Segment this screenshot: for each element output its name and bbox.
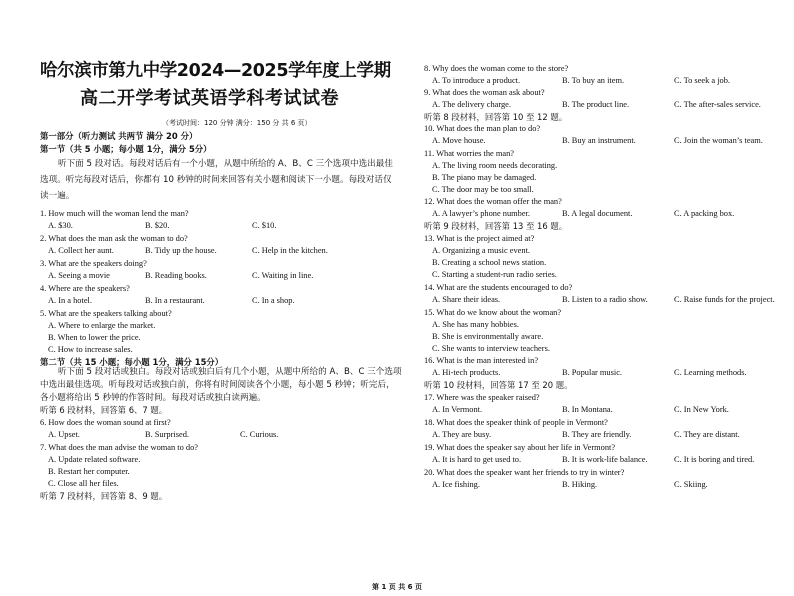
option-b: B. The product line.	[562, 100, 630, 109]
option-a: A. The delivery charge.	[432, 100, 511, 109]
option-b: B. Listen to a radio show.	[562, 295, 648, 304]
material-note: 听第 10 段材料，回答第 17 至 20 题。	[424, 380, 573, 390]
question-stem: 9. What does the woman ask about?	[424, 88, 545, 97]
option-c: C. Help in the kitchen.	[252, 246, 328, 255]
exam-meta: （考试时间：120 分钟 满分：150 分 共 6 页）	[162, 119, 312, 127]
question-stem: 10. What does the man plan to do?	[424, 124, 541, 133]
option-a: A. Collect her aunt.	[48, 246, 114, 255]
material-note: 听第 9 段材料，回答第 13 至 16 题。	[424, 221, 568, 231]
option-c: C. Learning methods.	[674, 368, 747, 377]
option-b: B. To buy an item.	[562, 76, 625, 85]
option-c: C. A packing box.	[674, 209, 735, 218]
option-b: B. Buy an instrument.	[562, 136, 636, 145]
option-b: B. In Montana.	[562, 405, 613, 414]
exam-title-line2: 高二开学考试英语学科考试试卷	[80, 88, 339, 109]
option-b: B. Restart her computer.	[48, 467, 130, 476]
option-a: A. In Vermont.	[432, 405, 483, 414]
option-a: A. To introduce a product.	[432, 76, 521, 85]
option-c: C. The door may be too small.	[432, 185, 534, 194]
option-c: C. Close all her files.	[48, 479, 119, 488]
option-a: A. They are busy.	[432, 430, 492, 439]
option-b: B. Tidy up the house.	[145, 246, 217, 255]
option-c: C. How to increase sales.	[48, 345, 133, 354]
option-a: A. Upset.	[48, 430, 80, 439]
option-a: A. $30.	[48, 221, 73, 230]
section1-heading: 第一节（共 5 小题；每小题 1分，满分 5分）	[40, 144, 212, 154]
exam-title-line1: 哈尔滨市第九中学2024—2025学年度上学期	[40, 61, 391, 81]
material-note: 听第 8 段材料，回答第 10 至 12 题。	[424, 112, 568, 122]
question-stem: 4. Where are the speakers?	[40, 284, 130, 293]
material-note: 听第 7 段材料，回答第 8、9 题。	[40, 491, 168, 501]
option-b: B. They are friendly.	[562, 430, 632, 439]
option-c: C. They are distant.	[674, 430, 740, 439]
question-stem: 11. What worries the man?	[424, 149, 515, 158]
option-c: C. She wants to interview teachers.	[432, 344, 550, 353]
question-stem: 7. What does the man advise the woman to do?	[40, 443, 199, 452]
option-a: A. Where to enlarge the market.	[48, 321, 156, 330]
option-a: A. Update related software.	[48, 455, 141, 464]
option-b: B. Reading books.	[145, 271, 207, 280]
option-a: A. She has many hobbies.	[432, 320, 519, 329]
option-c: C. The after-sales service.	[674, 100, 761, 109]
question-stem: 12. What does the woman offer the man?	[424, 197, 562, 206]
question-stem: 17. Where was the speaker raised?	[424, 393, 540, 402]
question-stem: 5. What are the speakers talking about?	[40, 309, 172, 318]
option-c: C. To seek a job.	[674, 76, 731, 85]
part1-heading: 第一部分（听力测试 共两节 满分 20 分）	[40, 131, 198, 141]
option-b: B. Hiking.	[562, 480, 598, 489]
question-stem: 13. What is the project aimed at?	[424, 234, 535, 243]
option-a: A. Seeing a movie	[48, 271, 110, 280]
option-c: C. $10.	[252, 221, 277, 230]
option-a: A. A lawyer’s phone number.	[432, 209, 531, 218]
option-b: B. A legal document.	[562, 209, 633, 218]
option-a: A. It is hard to get used to.	[432, 455, 522, 464]
option-a: A. Hi-tech products.	[432, 368, 501, 377]
question-stem: 20. What does the speaker want her friends to try in winter?	[424, 468, 625, 477]
option-b: B. The piano may be damaged.	[432, 173, 537, 182]
option-c: C. It is boring and tired.	[674, 455, 755, 464]
option-c: C. In New York.	[674, 405, 729, 414]
page-footer: 第 1 页 共 6 页	[372, 583, 422, 591]
question-stem: 19. What does the speaker say about her life in Vermont?	[424, 443, 616, 452]
option-c: C. Curious.	[240, 430, 279, 439]
option-b: B. When to lower the price.	[48, 333, 141, 342]
option-c: C. Waiting in line.	[252, 271, 314, 280]
option-b: B. It is work-life balance.	[562, 455, 648, 464]
option-c: C. In a shop.	[252, 296, 295, 305]
question-stem: 8. Why does the woman come to the store?	[424, 64, 569, 73]
option-c: C. Raise funds for the project.	[674, 295, 775, 304]
section2-heading: 第二节（共 15 小题；每小题 1分，满分 15分）	[40, 357, 224, 367]
option-a: A. Ice fishing.	[432, 480, 480, 489]
question-stem: 2. What does the man ask the woman to do?	[40, 234, 188, 243]
question-stem: 14. What are the students encouraged to do?	[424, 283, 573, 292]
section2-instructions: 听下面 5 段对话或独白。每段对话或独白后有几个小题，从题中所给的 A、B、C 三个选项中选出最佳选项。听每段对话或独白前，你将有时间阅读各个小题，每小题 5 秒钟；听完后，各小题将给出 5 秒钟的作答时间。每段对话或独白读两遍。	[40, 367, 402, 403]
option-b: B. $20.	[145, 221, 170, 230]
question-stem: 16. What is the man interested in?	[424, 356, 539, 365]
option-c: C. Join the woman’s team.	[674, 136, 763, 145]
question-stem: 1. How much will the woman lend the man?	[40, 209, 189, 218]
option-a: A. The living room needs decorating.	[432, 161, 558, 170]
section1-instructions: 听下面 5 段对话。每段对话后有一个小题，从题中所给的 A、B、C 三个选项中选出最佳选项。听完每段对话后，你都有 10 秒钟的时间来回答有关小题和阅读下一小题。每段对话仅读一遍。	[40, 159, 393, 201]
option-b: B. Popular music.	[562, 368, 623, 377]
option-c: C. Skiing.	[674, 480, 708, 489]
question-stem: 18. What does the speaker think of people in Vermont?	[424, 418, 608, 427]
option-b: B. She is environmentally aware.	[432, 332, 544, 341]
question-stem: 3. What are the speakers doing?	[40, 259, 147, 268]
question-stem: 6. How does the woman sound at first?	[40, 418, 171, 427]
option-a: A. Share their ideas.	[432, 295, 501, 304]
option-b: B. In a restaurant.	[145, 296, 205, 305]
option-b: B. Creating a school news station.	[432, 258, 547, 267]
option-a: A. In a hotel.	[48, 296, 92, 305]
option-c: C. Starting a student-run radio series.	[432, 270, 557, 279]
material-note: 听第 6 段材料，回答第 6、7 题。	[40, 405, 168, 415]
option-b: B. Surprised.	[145, 430, 189, 439]
option-a: A. Move house.	[432, 136, 486, 145]
question-stem: 15. What do we know about the woman?	[424, 308, 562, 317]
option-a: A. Organizing a music event.	[432, 246, 530, 255]
